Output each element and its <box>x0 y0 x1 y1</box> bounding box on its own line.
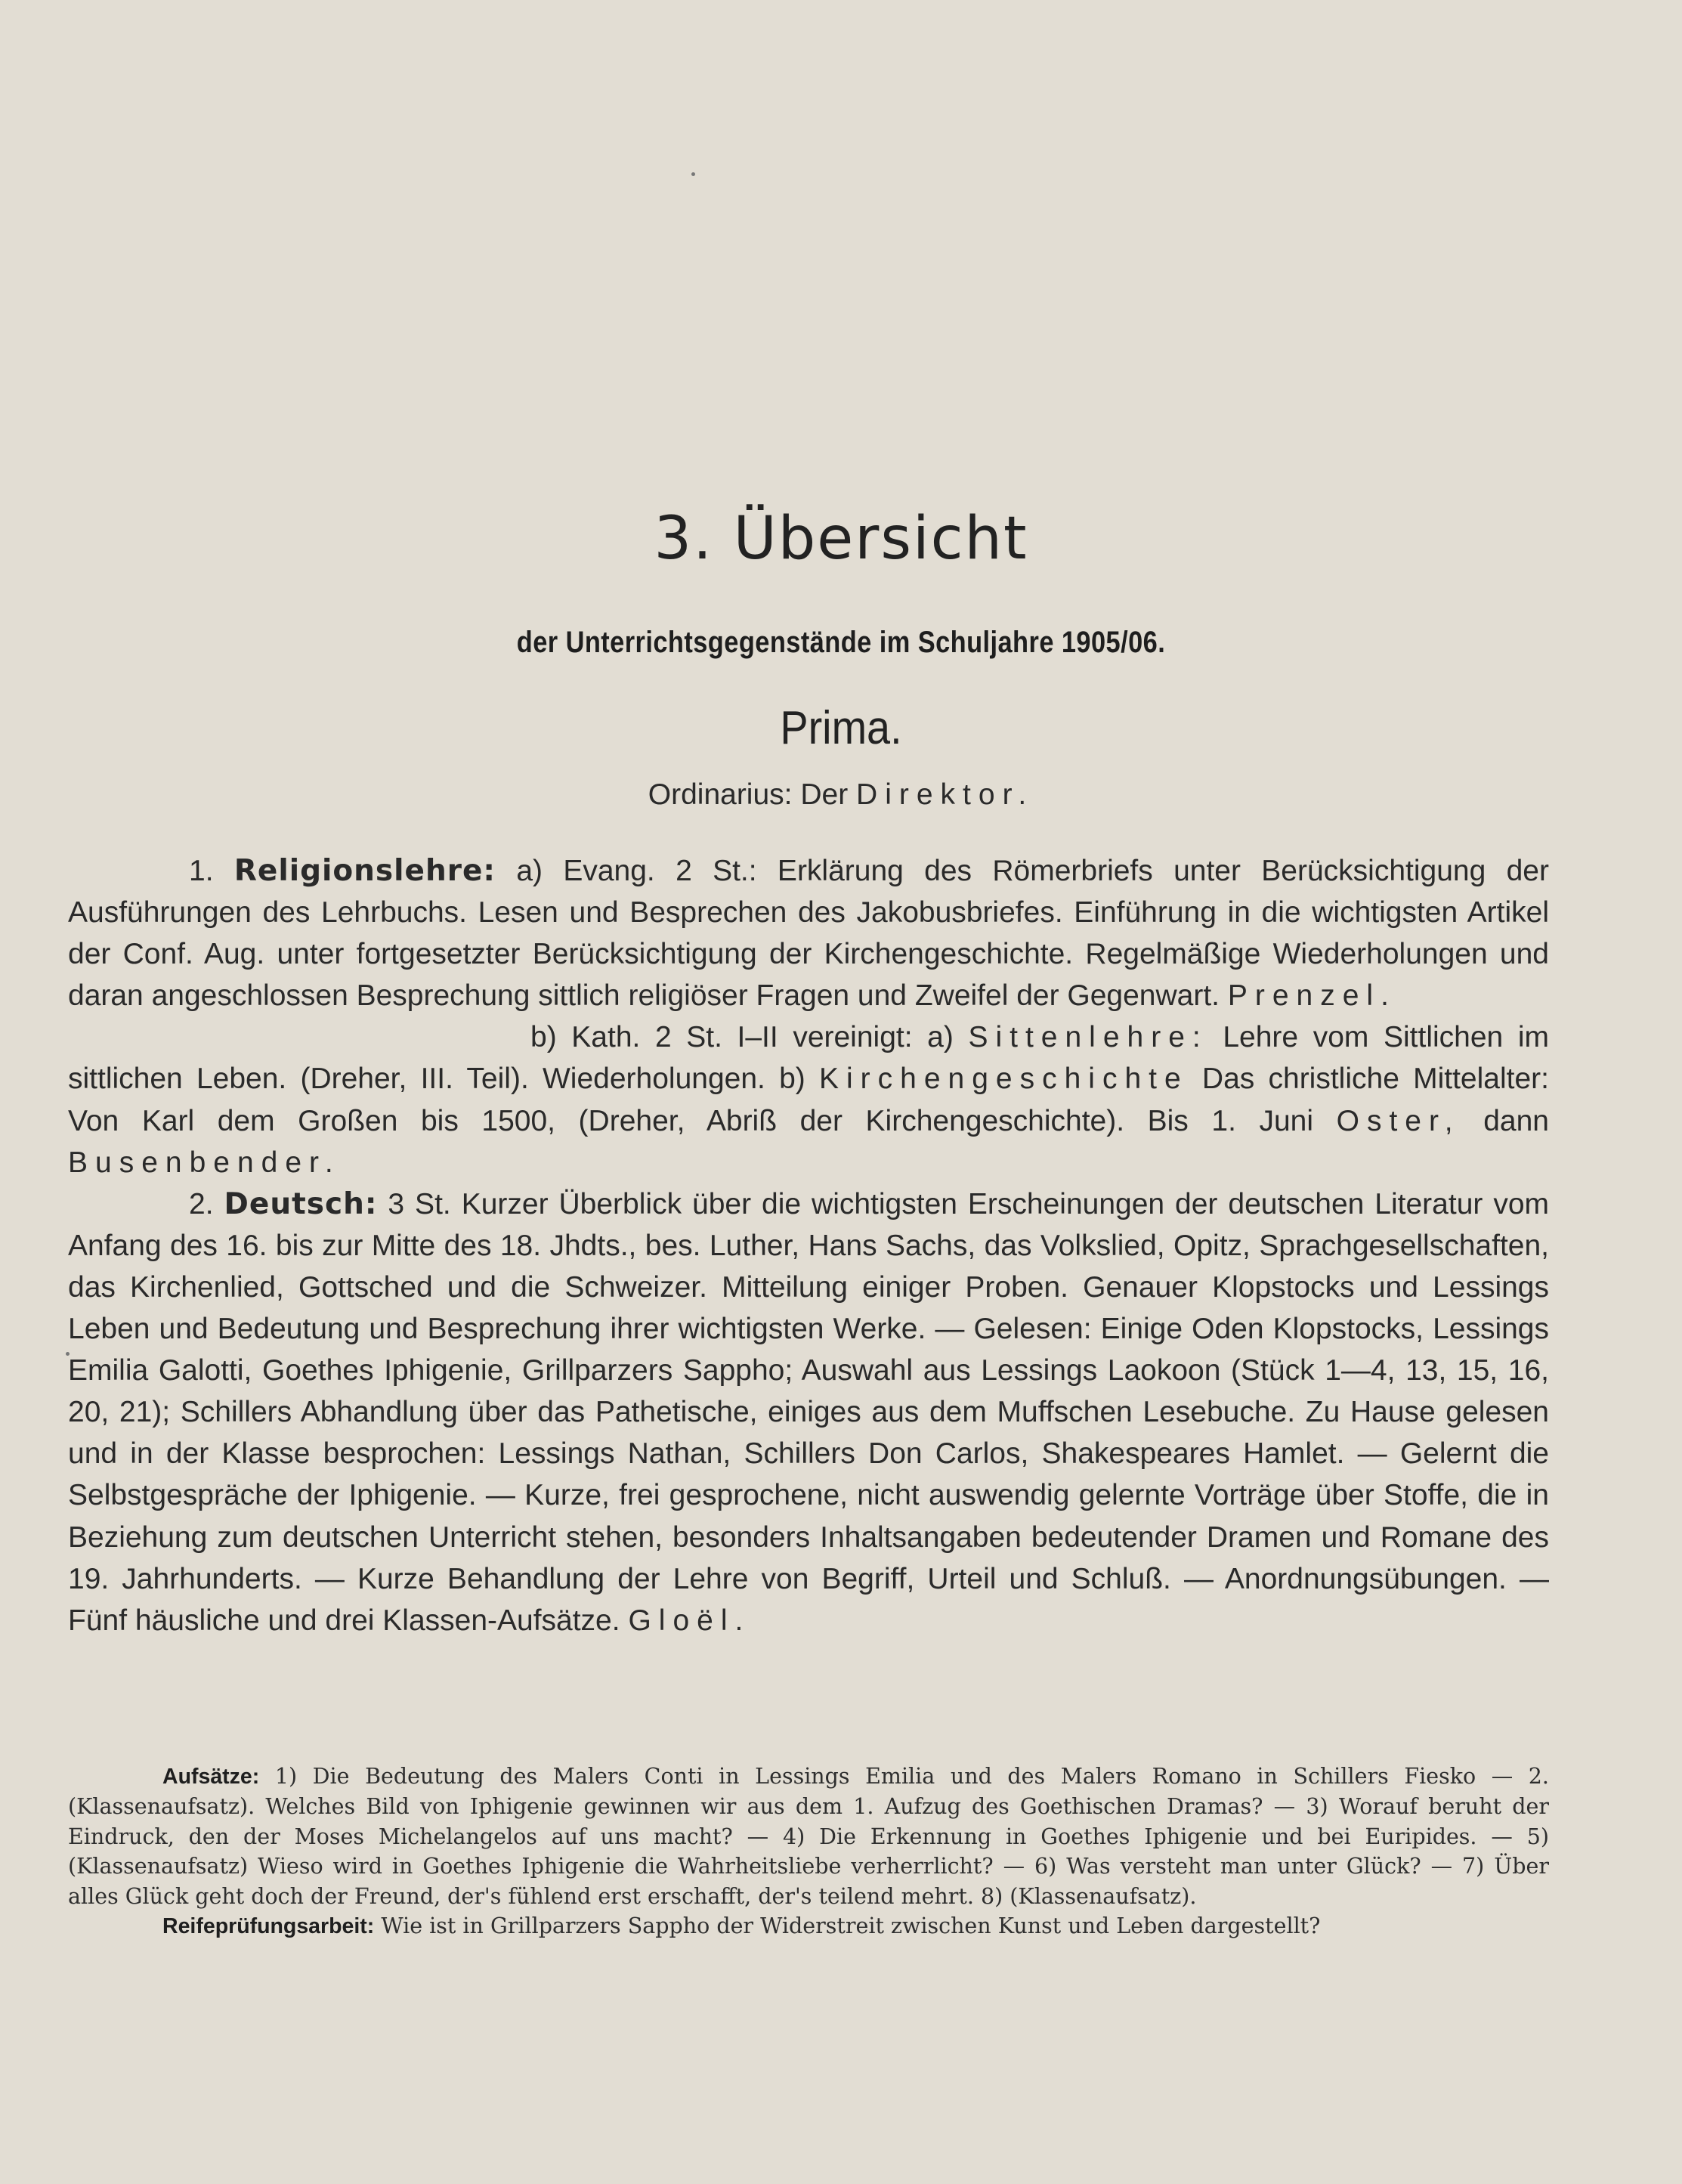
stray-dot <box>691 172 695 176</box>
essays-label: Aufsätze: <box>162 1765 260 1789</box>
religion-kath-text-2: Lehre vom Sittlichen im sittlichen Leben. (Dreher, III. Teil). Wiederholungen. b) <box>68 1021 1549 1096</box>
deutsch-teacher: Gloël. <box>628 1604 751 1637</box>
deutsch-text: 3 St. Kurzer Überblick über die wichtigsten Erscheinungen der deutschen Literatur vom Anfang des 16. bis zur Mitte des 18. Jhdts., bes. Luther, Hans Sachs, das Volkslied, Opitz, Sprachgesellschaften, das Kirchenlied, Gottsched und die Schweizer. Mitteilung einiger Proben. Genauer Klopstocks und Lessings Leben und Bedeutung und Besprechung ihrer wichtigsten Werke. — Gelesen: Einige Oden Klopstocks, Lessings Emilia Galotti, Goethes Iphigenie, Grillparzers Sappho; Auswahl aus Lessings Laokoon (Stück 1—4, 13, 15, 16, 20, 21); Schillers Abhandlung über das Pathetische, einiges aus dem Muffschen Lesebuche. Zu Hause gelesen und in der Klasse besprochen: Lessings Nathan, Schillers Don Carlos, Shakespeares Hamlet. — Gelernt die Selbstgespräche der Iphigenie. — Kurze, frei gesprochene, nicht auswendig gelernte Vorträge über Stoffe, die in Beziehung zum deutschen Unterricht stehen, besonders Inhaltsangaben bedeutender Dramen und Romane des 19. Jahrhunderts. — Kurze Behandlung der Lehre von Begriff, Urteil und Schluß. — Anordnungsübungen. — Fünf häusliche und drei Klassen-Aufsätze. <box>68 1187 1550 1637</box>
religion-kath-topic-1: Sittenlehre: <box>968 1021 1208 1054</box>
religion-evang-paragraph <box>68 850 1549 1016</box>
religion-kath-paragraph <box>68 1016 1549 1183</box>
religion-kath-topic-2: Kirchengeschichte <box>819 1063 1189 1096</box>
exam-text: Wie ist in Grillparzers Sappho der Widerstreit zwischen Kunst und Leben dargestellt? <box>381 1913 1321 1939</box>
main-text <box>68 850 1549 1641</box>
exam-paragraph <box>68 1911 1549 1941</box>
religion-number: 1. <box>189 855 214 887</box>
religion-kath-teacher-2: Busenbender. <box>68 1146 341 1179</box>
deutsch-label: Deutsch: <box>224 1186 378 1221</box>
religion-label: Religionslehre: <box>233 854 496 888</box>
religion-kath-teacher-1: Oster, <box>1336 1104 1461 1137</box>
ordinarius-name: Direktor. <box>856 778 1034 811</box>
deutsch-paragraph <box>68 1183 1549 1641</box>
religion-kath-text-4: dann <box>1483 1104 1549 1137</box>
essays-section <box>68 1762 1549 1941</box>
ordinarius-label: Ordinarius: Der <box>648 778 849 811</box>
class-heading: Prima. <box>780 702 902 754</box>
religion-evang-text: a) Evang. 2 St.: Erklärung des Römerbriefs unter Berücksichtigung der Ausführungen des Lehrbuchs. Lesen und Besprechen des Jakobusbriefes. Einführung in die wichtigsten Artikel der Conf. Aug. unter fortgesetzter Berücksichtigung der Kirchengeschichte. Regelmäßige Wiederholungen und daran angeschlossen Besprechung sittlich religiöser Fragen und Zweifel der Gegenwart. <box>68 855 1549 1013</box>
religion-kath-text-1: b) Kath. 2 St. I–II vereinigt: a) <box>530 1021 954 1054</box>
ordinarius-line <box>0 778 1682 812</box>
page-title: 3. Übersicht <box>654 505 1028 573</box>
exam-label: Reifeprüfungsarbeit: <box>162 1914 375 1939</box>
essays-paragraph <box>68 1762 1549 1911</box>
essays-text: 1) Die Bedeutung des Malers Conti in Lessings Emilia und des Malers Romano in Schillers Fiesko — 2. (Klassenaufsatz). Welches Bild von Iphigenie gewinnen wir aus dem 1. Aufzug des Goethischen Dramas? — 3) Worauf beruht der Eindruck, den der Moses Michelangelos auf uns macht? — 4) Die Erkennung in Goethes Iphigenie und bei Euripides. — 5) (Klassenaufsatz) Wieso wird in Goethes Iphigenie die Wahrheitsliebe verherrlicht? — 6) Was versteht man unter Glück? — 7) Über alles Glück geht doch der Freund, der's fühlend erst erschafft, der's teilend mehrt. 8) (Klassenaufsatz). <box>68 1764 1549 1909</box>
religion-kath-text-3: Das christliche Mittelalter: Von Karl dem Großen bis 1500, (Dreher, Abriß der Kirchengeschichte). Bis 1. Juni <box>68 1063 1549 1137</box>
deutsch-number: 2. <box>189 1187 214 1220</box>
religion-evang-teacher: Prenzel. <box>1227 979 1396 1013</box>
page-subtitle: der Unterrichtsgegenstände im Schuljahre 1905/06. <box>516 626 1166 659</box>
